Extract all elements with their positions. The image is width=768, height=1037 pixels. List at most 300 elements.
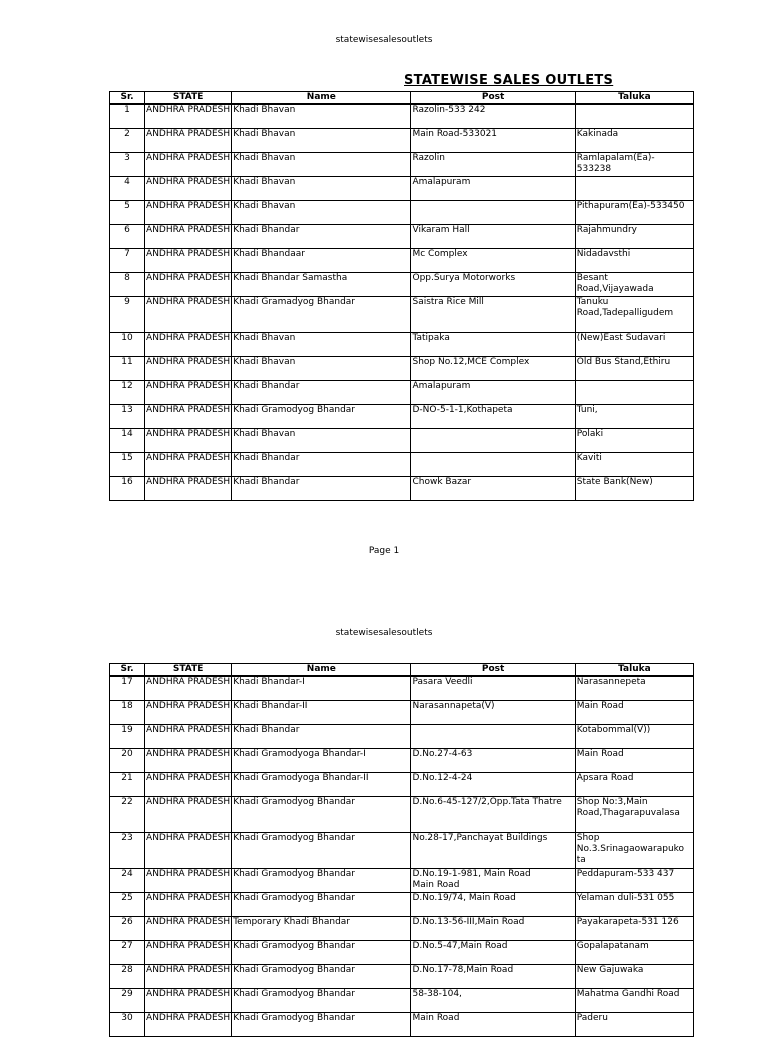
cell-post-text: Main Road-533021 xyxy=(412,129,498,139)
cell-name xyxy=(232,405,411,429)
cell-name-text: Khadi Bhavan xyxy=(233,177,296,187)
cell-name-text: Khadi Bhavan xyxy=(233,153,296,163)
cell-state-text: ANDHRA PRADESH xyxy=(146,129,231,139)
cell-name-text: Khadi Gramadyog Bhandar xyxy=(233,297,355,307)
cell-state-text: ANDHRA PRADESH xyxy=(146,381,231,391)
table-row xyxy=(110,989,694,1013)
cell-state xyxy=(145,357,232,381)
cell-name xyxy=(232,357,411,381)
cell-post-text: D.No.19/74, Main Road xyxy=(412,893,516,903)
cell-state xyxy=(145,273,232,297)
cell-state-text: ANDHRA PRADESH xyxy=(146,249,231,259)
cell-state xyxy=(145,297,232,333)
cell-post xyxy=(411,177,575,201)
cell-name xyxy=(232,225,411,249)
cell-state-text: ANDHRA PRADESH xyxy=(146,1013,231,1023)
cell-name-text: Khadi Bhandar-II xyxy=(233,701,308,711)
cell-state xyxy=(145,893,232,917)
cell-taluka xyxy=(575,333,693,357)
table-row xyxy=(110,225,694,249)
cell-state xyxy=(145,833,232,869)
cell-sr-text: 4 xyxy=(124,177,130,187)
cell-post-text: D-NO-5-1-1,Kothapeta xyxy=(412,405,513,415)
cell-post xyxy=(411,989,575,1013)
cell-post xyxy=(411,225,575,249)
cell-sr xyxy=(110,833,145,869)
cell-post xyxy=(411,405,575,429)
cell-taluka-text: (New)East Sudavari xyxy=(576,333,666,343)
cell-state-text: ANDHRA PRADESH xyxy=(146,725,231,735)
cell-taluka-text: Pithapuram(Ea)-533450 xyxy=(576,201,685,211)
cell-sr xyxy=(110,405,145,429)
column-header-state: STATE xyxy=(145,92,232,105)
cell-state-text: ANDHRA PRADESH xyxy=(146,833,231,843)
table-row xyxy=(110,297,694,333)
cell-state xyxy=(145,405,232,429)
cell-sr xyxy=(110,917,145,941)
cell-sr xyxy=(110,297,145,333)
cell-taluka xyxy=(575,869,693,893)
cell-name-text: Khadi Bhandar Samastha xyxy=(233,273,348,283)
cell-name xyxy=(232,869,411,893)
cell-state-text: ANDHRA PRADESH xyxy=(146,201,231,211)
cell-sr xyxy=(110,941,145,965)
cell-taluka xyxy=(575,177,693,201)
cell-sr-text: 13 xyxy=(121,405,133,415)
cell-post xyxy=(411,381,575,405)
cell-sr xyxy=(110,1013,145,1037)
table-row xyxy=(110,797,694,833)
cell-taluka-text: Polaki xyxy=(576,429,604,439)
cell-state-text: ANDHRA PRADESH xyxy=(146,429,231,439)
cell-sr-text: 18 xyxy=(121,701,133,711)
cell-post xyxy=(411,749,575,773)
table-row xyxy=(110,357,694,381)
cell-state xyxy=(145,917,232,941)
cell-post xyxy=(411,477,575,501)
cell-name-text: Khadi Bhandar xyxy=(233,453,300,463)
cell-taluka-text: Shop No.3.Srinagaowarapuko ta xyxy=(576,833,685,865)
cell-name-text: Khadi Bhavan xyxy=(233,105,296,115)
cell-name-text: Khadi Bhavan xyxy=(233,429,296,439)
cell-post xyxy=(411,869,575,893)
table-row xyxy=(110,893,694,917)
cell-sr xyxy=(110,477,145,501)
cell-state-text: ANDHRA PRADESH xyxy=(146,225,231,235)
cell-name xyxy=(232,676,411,701)
cell-state xyxy=(145,701,232,725)
cell-name xyxy=(232,1013,411,1037)
cell-sr xyxy=(110,273,145,297)
cell-taluka-text: Gopalapatanam xyxy=(576,941,649,951)
table-row xyxy=(110,965,694,989)
cell-taluka xyxy=(575,477,693,501)
cell-sr xyxy=(110,893,145,917)
cell-post-text: Vikaram Hall xyxy=(412,225,470,235)
cell-post-text: D.No.5-47,Main Road xyxy=(412,941,508,951)
cell-sr xyxy=(110,989,145,1013)
cell-name xyxy=(232,273,411,297)
table-row xyxy=(110,129,694,153)
cell-state xyxy=(145,153,232,177)
cell-sr xyxy=(110,453,145,477)
table-row xyxy=(110,201,694,225)
cell-taluka xyxy=(575,725,693,749)
cell-taluka-text: Payakarapeta-531 126 xyxy=(576,917,679,927)
cell-name xyxy=(232,453,411,477)
cell-sr xyxy=(110,965,145,989)
cell-taluka xyxy=(575,273,693,297)
cell-taluka-text: New Gajuwaka xyxy=(576,965,644,975)
cell-taluka xyxy=(575,453,693,477)
cell-post xyxy=(411,453,575,477)
cell-sr-text: 12 xyxy=(121,381,133,391)
cell-post-text: D.No.6-45-127/2,Opp.Tata Thatre xyxy=(412,797,562,807)
cell-state xyxy=(145,749,232,773)
cell-name xyxy=(232,297,411,333)
cell-sr xyxy=(110,225,145,249)
cell-taluka-text: Tanuku Road,Tadepalligudem xyxy=(576,297,674,318)
cell-name-text: Khadi Gramodyog Bhandar xyxy=(233,797,355,807)
cell-sr-text: 2 xyxy=(124,129,130,139)
table-row xyxy=(110,177,694,201)
cell-post xyxy=(411,893,575,917)
cell-sr-text: 19 xyxy=(121,725,133,735)
cell-sr-text: 26 xyxy=(121,917,133,927)
cell-taluka-text: State Bank(New) xyxy=(576,477,653,487)
cell-post-text: No.28-17,Panchayat Buildings xyxy=(412,833,548,843)
cell-name xyxy=(232,893,411,917)
cell-name xyxy=(232,833,411,869)
cell-taluka xyxy=(575,225,693,249)
cell-taluka xyxy=(575,917,693,941)
cell-post-text: Mc Complex xyxy=(412,249,468,259)
cell-state xyxy=(145,1013,232,1037)
column-header-name: Name xyxy=(232,664,411,677)
cell-post-text: Narasannapeta(V) xyxy=(412,701,495,711)
cell-sr-text: 14 xyxy=(121,429,133,439)
cell-name-text: Khadi Gramodyog Bhandar xyxy=(233,833,355,843)
cell-name-text: Khadi Gramodyoga Bhandar-I xyxy=(233,749,366,759)
cell-state xyxy=(145,725,232,749)
cell-state-text: ANDHRA PRADESH xyxy=(146,273,231,283)
cell-post xyxy=(411,701,575,725)
cell-state xyxy=(145,177,232,201)
cell-sr-text: 10 xyxy=(121,333,133,343)
cell-state xyxy=(145,941,232,965)
column-header-taluka: Taluka xyxy=(575,92,693,105)
cell-state xyxy=(145,965,232,989)
table-row xyxy=(110,381,694,405)
cell-sr xyxy=(110,749,145,773)
cell-taluka xyxy=(575,357,693,381)
cell-state-text: ANDHRA PRADESH xyxy=(146,773,231,783)
cell-state xyxy=(145,249,232,273)
cell-taluka xyxy=(575,833,693,869)
cell-sr xyxy=(110,381,145,405)
table-row xyxy=(110,869,694,893)
cell-sr-text: 28 xyxy=(121,965,133,975)
table-row xyxy=(110,773,694,797)
table-row xyxy=(110,429,694,453)
cell-state xyxy=(145,381,232,405)
cell-state xyxy=(145,104,232,129)
cell-taluka-text: Narasannepeta xyxy=(576,677,646,687)
cell-post xyxy=(411,833,575,869)
table-header-row xyxy=(110,92,694,105)
cell-post-text: 58-38-104, xyxy=(412,989,462,999)
cell-state-text: ANDHRA PRADESH xyxy=(146,153,231,163)
cell-post xyxy=(411,333,575,357)
table-body xyxy=(110,104,694,501)
cell-name xyxy=(232,773,411,797)
cell-post xyxy=(411,725,575,749)
cell-name xyxy=(232,333,411,357)
table-row xyxy=(110,941,694,965)
table-body xyxy=(110,676,694,1037)
cell-post-text: Main Road xyxy=(412,1013,460,1023)
cell-post xyxy=(411,1013,575,1037)
cell-state xyxy=(145,333,232,357)
cell-sr xyxy=(110,104,145,129)
cell-sr-text: 21 xyxy=(121,773,133,783)
page-header: statewisesalesoutlets xyxy=(335,35,433,45)
page-number: Page 1 xyxy=(368,546,400,556)
cell-post-text: Tatipaka xyxy=(412,333,450,343)
cell-name xyxy=(232,989,411,1013)
cell-taluka xyxy=(575,701,693,725)
cell-post-text: Opp.Surya Motorworks xyxy=(412,273,516,283)
cell-name-text: Khadi Bhandar xyxy=(233,381,300,391)
cell-post xyxy=(411,273,575,297)
table-row xyxy=(110,477,694,501)
cell-state xyxy=(145,429,232,453)
cell-name-text: Khadi Bhandar xyxy=(233,477,300,487)
page-header-2: statewisesalesoutlets xyxy=(335,628,433,638)
cell-post xyxy=(411,941,575,965)
cell-sr-text: 22 xyxy=(121,797,133,807)
cell-taluka-text: Rajahmundry xyxy=(576,225,637,235)
cell-taluka-text: Shop No:3,Main Road,Thagarapuvalasa xyxy=(576,797,680,818)
cell-taluka-text: Mahatma Gandhi Road xyxy=(576,989,680,999)
cell-taluka xyxy=(575,676,693,701)
cell-taluka-text: Kaviti xyxy=(576,453,602,463)
cell-state-text: ANDHRA PRADESH xyxy=(146,405,231,415)
cell-post-text: D.No.27-4-63 xyxy=(412,749,473,759)
cell-state xyxy=(145,989,232,1013)
cell-taluka-text: Ramlapalam(Ea)- 533238 xyxy=(576,153,655,174)
cell-state xyxy=(145,797,232,833)
table-header-row xyxy=(110,664,694,677)
cell-state-text: ANDHRA PRADESH xyxy=(146,333,231,343)
column-header-sr: Sr. xyxy=(110,664,145,677)
table-row xyxy=(110,249,694,273)
cell-taluka-text: Old Bus Stand,Ethiru xyxy=(576,357,671,367)
cell-taluka-text: Apsara Road xyxy=(576,773,634,783)
cell-sr-text: 5 xyxy=(124,201,130,211)
cell-state xyxy=(145,773,232,797)
cell-sr xyxy=(110,357,145,381)
cell-post-text: D.No.13-56-III,Main Road xyxy=(412,917,525,927)
cell-post-text: Razolin-533 242 xyxy=(412,105,486,115)
cell-sr xyxy=(110,177,145,201)
cell-sr xyxy=(110,249,145,273)
cell-sr xyxy=(110,676,145,701)
cell-taluka xyxy=(575,153,693,177)
cell-sr-text: 1 xyxy=(124,105,130,115)
cell-name xyxy=(232,965,411,989)
cell-post xyxy=(411,129,575,153)
cell-sr-text: 17 xyxy=(121,677,133,687)
cell-name-text: Khadi Gramodyog Bhandar xyxy=(233,941,355,951)
cell-sr xyxy=(110,333,145,357)
outlets-table-page-2 xyxy=(109,663,694,1037)
cell-sr-text: 20 xyxy=(121,749,133,759)
cell-name-text: Khadi Gramodyog Bhandar xyxy=(233,869,355,879)
cell-sr xyxy=(110,429,145,453)
cell-state-text: ANDHRA PRADESH xyxy=(146,677,231,687)
cell-state-text: ANDHRA PRADESH xyxy=(146,941,231,951)
cell-name xyxy=(232,701,411,725)
cell-state-text: ANDHRA PRADESH xyxy=(146,917,231,927)
cell-state xyxy=(145,676,232,701)
cell-taluka xyxy=(575,381,693,405)
cell-taluka xyxy=(575,893,693,917)
cell-sr-text: 15 xyxy=(121,453,133,463)
cell-taluka xyxy=(575,104,693,129)
cell-state-text: ANDHRA PRADESH xyxy=(146,893,231,903)
cell-name xyxy=(232,249,411,273)
cell-state xyxy=(145,225,232,249)
column-header-post: Post xyxy=(411,92,575,105)
column-header-sr: Sr. xyxy=(110,92,145,105)
cell-post xyxy=(411,201,575,225)
cell-name-text: Khadi Gramodyog Bhandar xyxy=(233,893,355,903)
cell-sr-text: 3 xyxy=(124,153,130,163)
cell-sr-text: 24 xyxy=(121,869,133,879)
cell-state-text: ANDHRA PRADESH xyxy=(146,701,231,711)
cell-post-text: Amalapuram xyxy=(412,177,471,187)
table-row xyxy=(110,273,694,297)
cell-post-text: D.No.19-1-981, Main Road Main Road xyxy=(412,869,531,890)
cell-sr xyxy=(110,869,145,893)
cell-name xyxy=(232,201,411,225)
table-row xyxy=(110,333,694,357)
cell-sr xyxy=(110,129,145,153)
cell-post xyxy=(411,773,575,797)
cell-sr xyxy=(110,701,145,725)
cell-taluka xyxy=(575,201,693,225)
cell-post xyxy=(411,429,575,453)
cell-name xyxy=(232,381,411,405)
cell-post xyxy=(411,249,575,273)
cell-sr xyxy=(110,153,145,177)
cell-name xyxy=(232,797,411,833)
cell-state-text: ANDHRA PRADESH xyxy=(146,105,231,115)
cell-name-text: Khadi Bhandaar xyxy=(233,249,305,259)
cell-post-text: Razolin xyxy=(412,153,445,163)
cell-sr-text: 9 xyxy=(124,297,130,307)
cell-taluka-text: Tuni, xyxy=(576,405,598,415)
cell-taluka xyxy=(575,429,693,453)
cell-taluka xyxy=(575,965,693,989)
outlets-table-page-1 xyxy=(109,91,694,501)
cell-taluka xyxy=(575,297,693,333)
cell-sr xyxy=(110,725,145,749)
cell-name-text: Khadi Gramodyog Bhandar xyxy=(233,1013,355,1023)
cell-name-text: Khadi Gramodyog Bhandar xyxy=(233,405,355,415)
cell-taluka xyxy=(575,749,693,773)
cell-name-text: Khadi Bhavan xyxy=(233,129,296,139)
cell-state xyxy=(145,869,232,893)
cell-sr-text: 29 xyxy=(121,989,133,999)
document-title: STATEWISE SALES OUTLETS xyxy=(404,73,614,88)
cell-state xyxy=(145,453,232,477)
cell-post xyxy=(411,917,575,941)
table-row xyxy=(110,1013,694,1037)
cell-state-text: ANDHRA PRADESH xyxy=(146,869,231,879)
table-row xyxy=(110,725,694,749)
cell-taluka-text: Yelaman duli-531 055 xyxy=(576,893,675,903)
cell-post-text: Amalapuram xyxy=(412,381,471,391)
cell-sr-text: 25 xyxy=(121,893,133,903)
cell-taluka xyxy=(575,773,693,797)
cell-name-text: Khadi Bhavan xyxy=(233,201,296,211)
cell-taluka xyxy=(575,405,693,429)
cell-taluka-text: Main Road xyxy=(576,701,624,711)
cell-post xyxy=(411,357,575,381)
cell-post-text: Shop No.12,MCE Complex xyxy=(412,357,530,367)
cell-sr-text: 16 xyxy=(121,477,133,487)
cell-taluka xyxy=(575,129,693,153)
cell-state-text: ANDHRA PRADESH xyxy=(146,297,231,307)
cell-name-text: Khadi Bhandar-I xyxy=(233,677,305,687)
cell-post xyxy=(411,104,575,129)
cell-taluka xyxy=(575,989,693,1013)
cell-state-text: ANDHRA PRADESH xyxy=(146,477,231,487)
cell-state-text: ANDHRA PRADESH xyxy=(146,749,231,759)
cell-post xyxy=(411,797,575,833)
cell-taluka-text: Kakinada xyxy=(576,129,619,139)
cell-post-text: D.No.12-4-24 xyxy=(412,773,473,783)
cell-name-text: Khadi Bhavan xyxy=(233,357,296,367)
table-row xyxy=(110,833,694,869)
cell-state xyxy=(145,129,232,153)
cell-sr-text: 11 xyxy=(121,357,133,367)
cell-post-text: Chowk Bazar xyxy=(412,477,472,487)
cell-name-text: Khadi Gramodyog Bhandar xyxy=(233,989,355,999)
cell-post-text: Pasara Veedli xyxy=(412,677,473,687)
cell-state-text: ANDHRA PRADESH xyxy=(146,797,231,807)
table-row xyxy=(110,749,694,773)
cell-sr-text: 30 xyxy=(121,1013,133,1023)
cell-sr-text: 27 xyxy=(121,941,133,951)
cell-post-text: Saistra Rice Mill xyxy=(412,297,484,307)
cell-taluka xyxy=(575,941,693,965)
cell-name-text: Khadi Bhavan xyxy=(233,333,296,343)
cell-post xyxy=(411,676,575,701)
table-row xyxy=(110,153,694,177)
cell-taluka-text: Kotabommal(V)) xyxy=(576,725,651,735)
cell-sr xyxy=(110,201,145,225)
table-row xyxy=(110,917,694,941)
cell-taluka-text: Peddapuram-533 437 xyxy=(576,869,675,879)
cell-sr-text: 6 xyxy=(124,225,130,235)
cell-post xyxy=(411,297,575,333)
cell-post-text: D.No.17-78,Main Road xyxy=(412,965,514,975)
cell-name xyxy=(232,429,411,453)
cell-state-text: ANDHRA PRADESH xyxy=(146,357,231,367)
